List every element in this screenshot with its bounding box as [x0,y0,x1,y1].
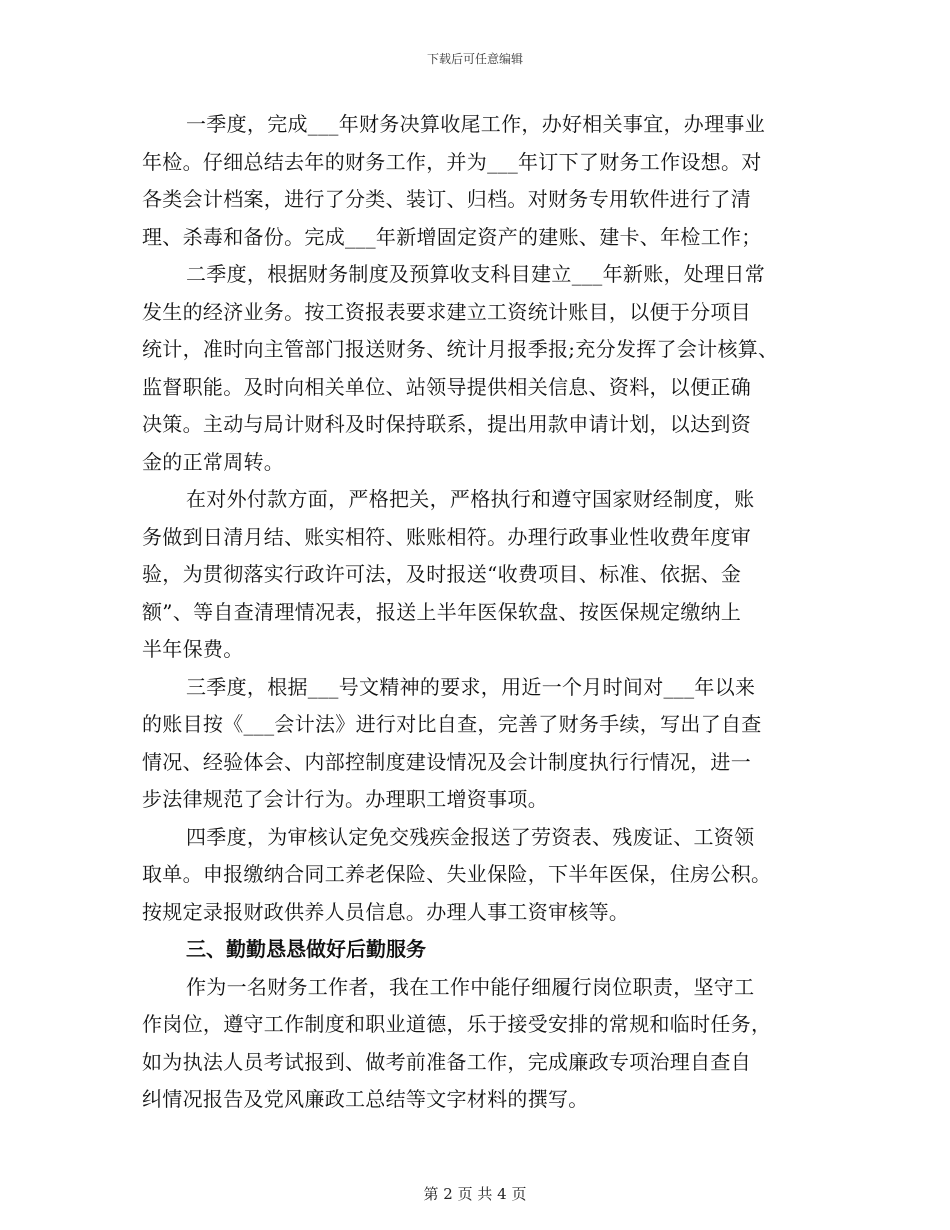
section-heading: 三、勤勤恳恳做好后勤服务 [186,937,426,961]
paragraph-line: 务做到日清月结、账实相符、账账相符。办理行政事业性收费年度审 [142,524,751,549]
paragraph-q4 [142,819,812,932]
paragraph-line: 额”、等自查清理情况表，报送上半年医保软盘、按医保规定缴纳上 [142,599,742,624]
page-number-footer: 第 2 页 共 4 页 [423,1185,527,1203]
paragraph-line: 步法律规范了会计行为。办理职工增资事项。 [142,787,548,811]
paragraph-line: 发生的经济业务。按工资报表要求建立工资统计账目，以便于分项目 [142,299,751,324]
paragraph-line: 理、杀毒和备份。完成___年新增固定资产的建账、建卡、年检工作； [142,224,762,249]
paragraph-line: 纠情况报告及党风廉政工总结等文字材料的撰写。 [142,1087,589,1111]
paragraph-line: 作为一名财务工作者，我在工作中能仔细履行岗位职责，坚守工 [186,974,755,999]
paragraph-line: 情况、经验体会、内部控制度建设情况及会计制度执行行情况，进一 [142,749,751,774]
paragraph-line: 半年保费。 [142,637,244,661]
paragraph-line: 监督职能。及时向相关单位、站领导提供相关信息、资料，以便正确 [142,374,751,399]
paragraph-line: 年检。仔细总结去年的财务工作，并为___年订下了财务工作设想。对 [142,149,762,174]
paragraph-line: 验，为贯彻落实行政许可法，及时报送“收费项目、标准、依据、金 [142,562,742,586]
paragraph-logistics [142,969,812,1119]
paragraph-line: 三季度，根据___号文精神的要求，用近一个月时间对___年以来 [186,674,756,699]
paragraph-line: 各类会计档案，进行了分类、装订、归档。对财务专用软件进行了清 [142,187,751,211]
paragraph-payments [142,481,812,669]
paragraph-line: 二季度，根据财务制度及预算收支科目建立___年新账，处理日常 [186,262,765,286]
paragraph-line: 在对外付款方面，严格把关，严格执行和遵守国家财经制度，账 [186,487,755,511]
paragraph-line: 如为执法人员考试报到、做考前准备工作，完成廉政专项治理自查自 [142,1049,751,1074]
paragraph-line: 一季度，完成___年财务决算收尾工作，办好相关事宜，办理事业 [186,112,765,136]
paragraph-q3 [142,669,812,819]
paragraph-q1 [142,106,812,256]
paragraph-line: 作岗位，遵守工作制度和职业道德，乐于接受安排的常规和临时任务， [142,1012,772,1036]
paragraph-q2 [142,256,812,481]
paragraph-line: 取单。申报缴纳合同工养老保险、失业保险，下半年医保，住房公积。 [142,862,772,886]
paragraph-line: 的账目按《___会计法》进行对比自查，完善了财务手续，写出了自查 [142,712,762,736]
paragraph-line: 决策。主动与局计财科及时保持联系，提出用款申请计划，以达到资 [142,412,751,436]
paragraph-line: 统计，准时向主管部门报送财务、统计月报季报;充分发挥了会计核算、 [142,337,779,361]
paragraph-line: 金的正常周转。 [142,449,285,474]
paragraph-line: 四季度，为审核认定免交残疾金报送了劳资表、残废证、工资领 [186,824,755,849]
paragraph-line: 按规定录报财政供养人员信息。办理人事工资审核等。 [142,899,630,924]
document-body [142,106,812,1119]
page-header: 下载后可任意编辑 [426,52,523,66]
